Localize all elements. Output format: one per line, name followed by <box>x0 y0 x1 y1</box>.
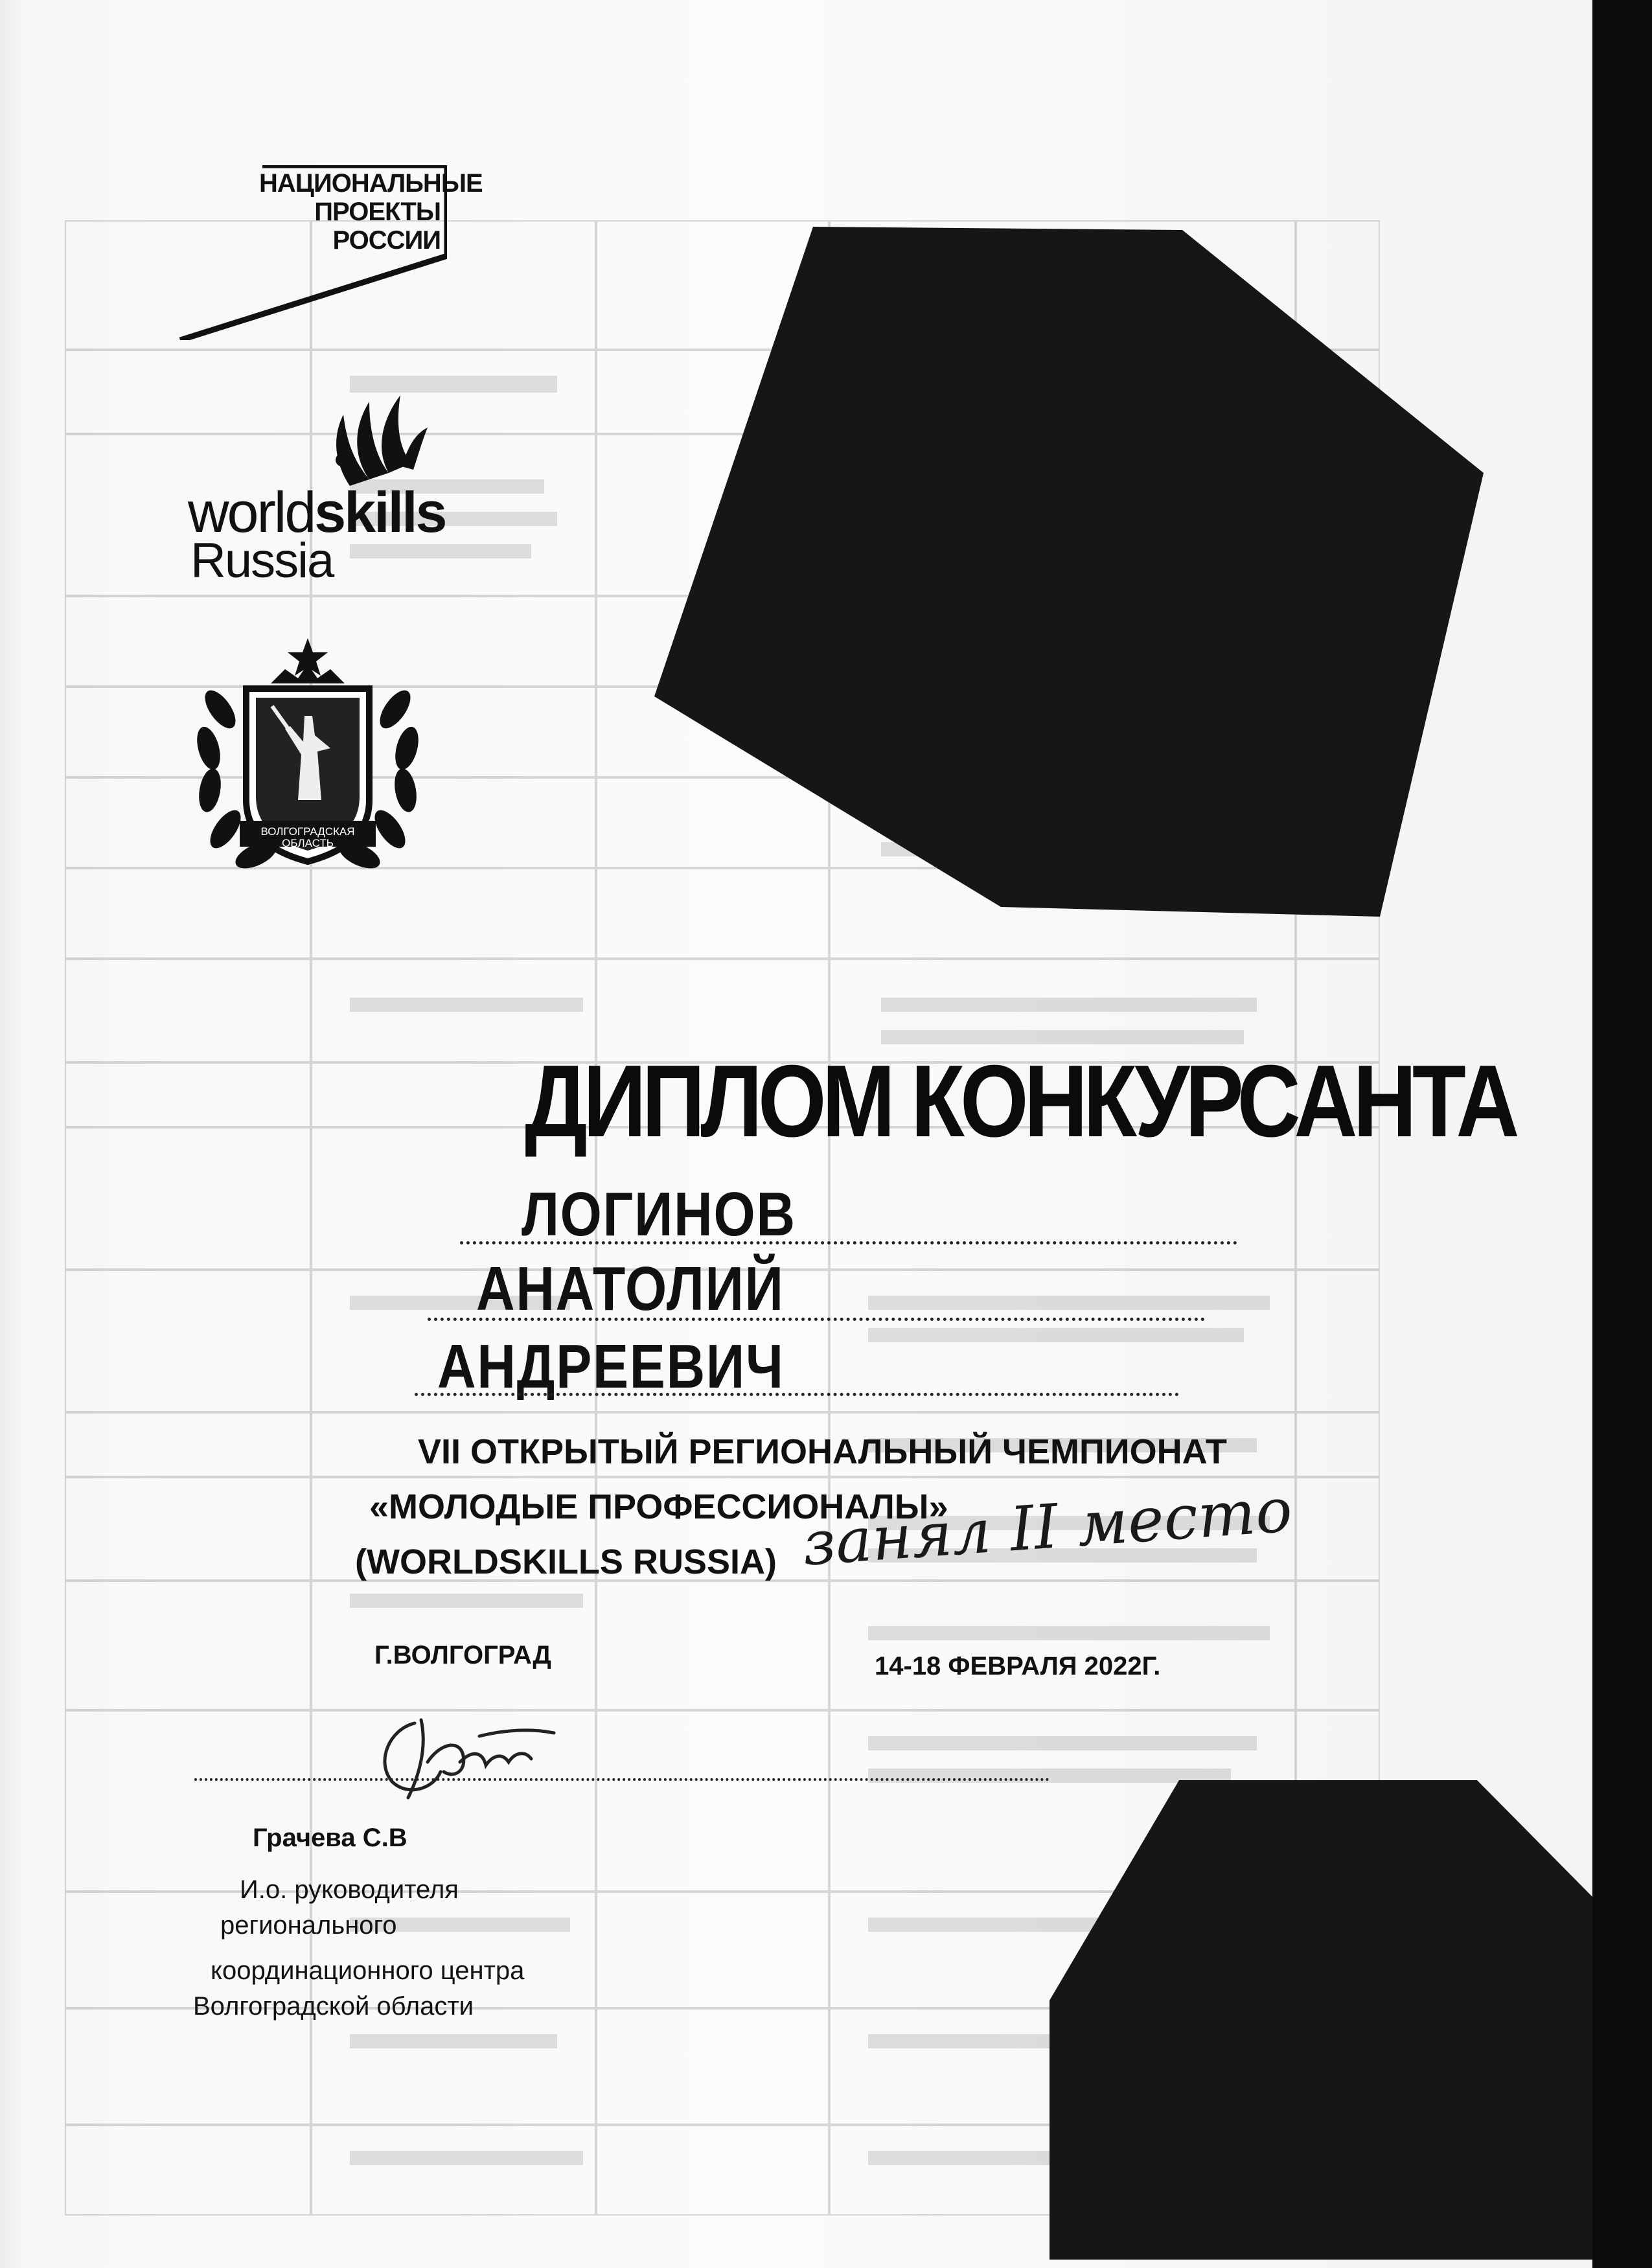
event-dates: 14-18 ФЕВРАЛЯ 2022Г. <box>875 1652 1161 1680</box>
signatory-position-2: регионального <box>220 1911 397 1940</box>
event-line-2: «МОЛОДЫЕ ПРОФЕССИОНАЛЫ» <box>369 1487 948 1526</box>
scanner-edge <box>1592 0 1652 2268</box>
signatory-position-3: координационного центра <box>211 1956 525 1985</box>
np-line-3: РОССИИ <box>332 226 441 255</box>
signatory-position-1: И.о. руководителя <box>240 1875 459 1904</box>
handwritten-place: занял II место <box>800 1475 1295 1580</box>
volgograd-coat-of-arms-logo <box>194 638 421 878</box>
worldskills-logo <box>188 389 446 588</box>
worldskills-flame-icon <box>324 389 428 486</box>
national-projects-logo-text <box>259 169 483 255</box>
np-line-2: ПРОЕКТЫ <box>314 198 441 226</box>
surname-dotted-line <box>460 1241 1237 1244</box>
event-line-1: VII ОТКРЫТЫЙ РЕГИОНАЛЬНЫЙ ЧЕМПИОНАТ <box>418 1432 1227 1471</box>
signatory-position-4: Волгоградской области <box>193 1992 474 2021</box>
first-name-dotted-line <box>428 1318 1205 1321</box>
participant-patronymic: АНДРЕЕВИЧ <box>437 1332 785 1401</box>
redaction-block-bottom <box>1050 1780 1600 2260</box>
signature-dotted-line <box>194 1778 1050 1781</box>
worldskills-country: Russia <box>190 533 334 588</box>
event-line-3: (WORLDSKILLS RUSSIA) <box>355 1542 777 1581</box>
redaction-block-top <box>654 227 1490 920</box>
diploma-title: ДИПЛОМ КОНКУРСАНТА <box>525 1044 1515 1158</box>
coat-of-arms-caption: ВОЛГОГРАДСКАЯ ОБЛАСТЬ <box>260 825 355 849</box>
worldskills-wordmark: worldskills <box>188 480 446 544</box>
event-city: Г.ВОЛГОГРАД <box>374 1641 551 1669</box>
np-line-1: НАЦИОНАЛЬНЫЕ <box>259 169 483 198</box>
national-projects-logo <box>175 165 483 340</box>
participant-first-name: АНАТОЛИЙ <box>476 1254 785 1323</box>
patronymic-dotted-line <box>415 1393 1179 1396</box>
signatory-name: Грачева С.В <box>253 1824 407 1852</box>
signature <box>363 1710 557 1807</box>
participant-surname: ЛОГИНОВ <box>522 1180 796 1249</box>
